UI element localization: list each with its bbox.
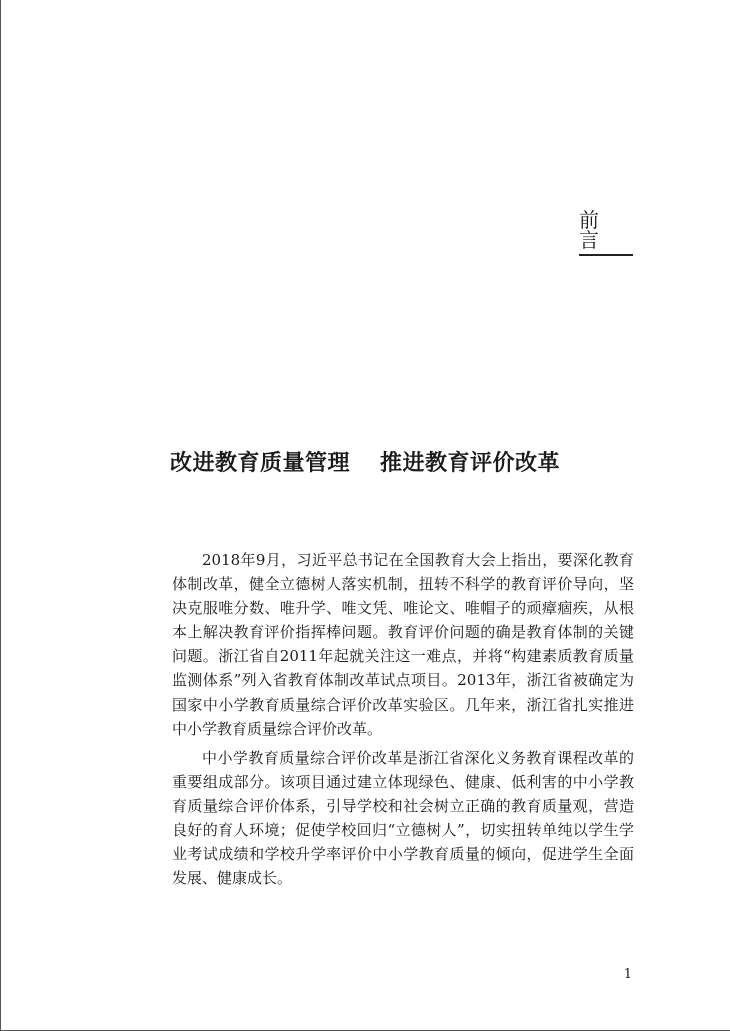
title-part-1: 改进教育质量管理 — [169, 450, 350, 476]
paragraph-2: 中小学教育质量综合评价改革是浙江省深化义务教育课程改革的重要组成部分。该项目通过建立体现绿色、健康、低利害的中小学教育质量综合评价体系，引导学校和社会树立正确的教育质量观，营造良好的育人环境；促使学校回归“立德树人”，切实扭转单纯以学生学业考试成绩和学校升学率评价中小学教育质量的倾向，促进学生全面发展、健康成长。 — [172, 748, 634, 888]
paragraph-1: 2018年9月，习近平总书记在全国教育大会上指出，要深化教育体制改革，健全立德树人落实机制，扭转不科学的教育评价导向，坚决克服唯分数、唯升学、唯文凭、唯论文、唯帽子的顽瘴痼疾，从根本上解决教育评价指挥棒问题。教育评价问题的确是教育体制的关键问题。浙江省自2011年起就关注这一难点，并将“构建素质教育质量监测体系”列入省教育体制改革试点项目。2013年，浙江省被确定为国家中小学教育质量综合评价改革实验区。几年来，浙江省扎实推进中小学教育质量综合评价改革。 — [172, 551, 634, 738]
page-left-edge — [0, 0, 1, 1031]
page-number: 1 — [623, 967, 632, 982]
page-title — [0, 448, 730, 478]
body-text — [172, 548, 634, 895]
section-label — [579, 210, 633, 256]
section-label-text: 前言 — [579, 208, 613, 252]
title-part-2: 推进教育评价改革 — [380, 450, 561, 476]
